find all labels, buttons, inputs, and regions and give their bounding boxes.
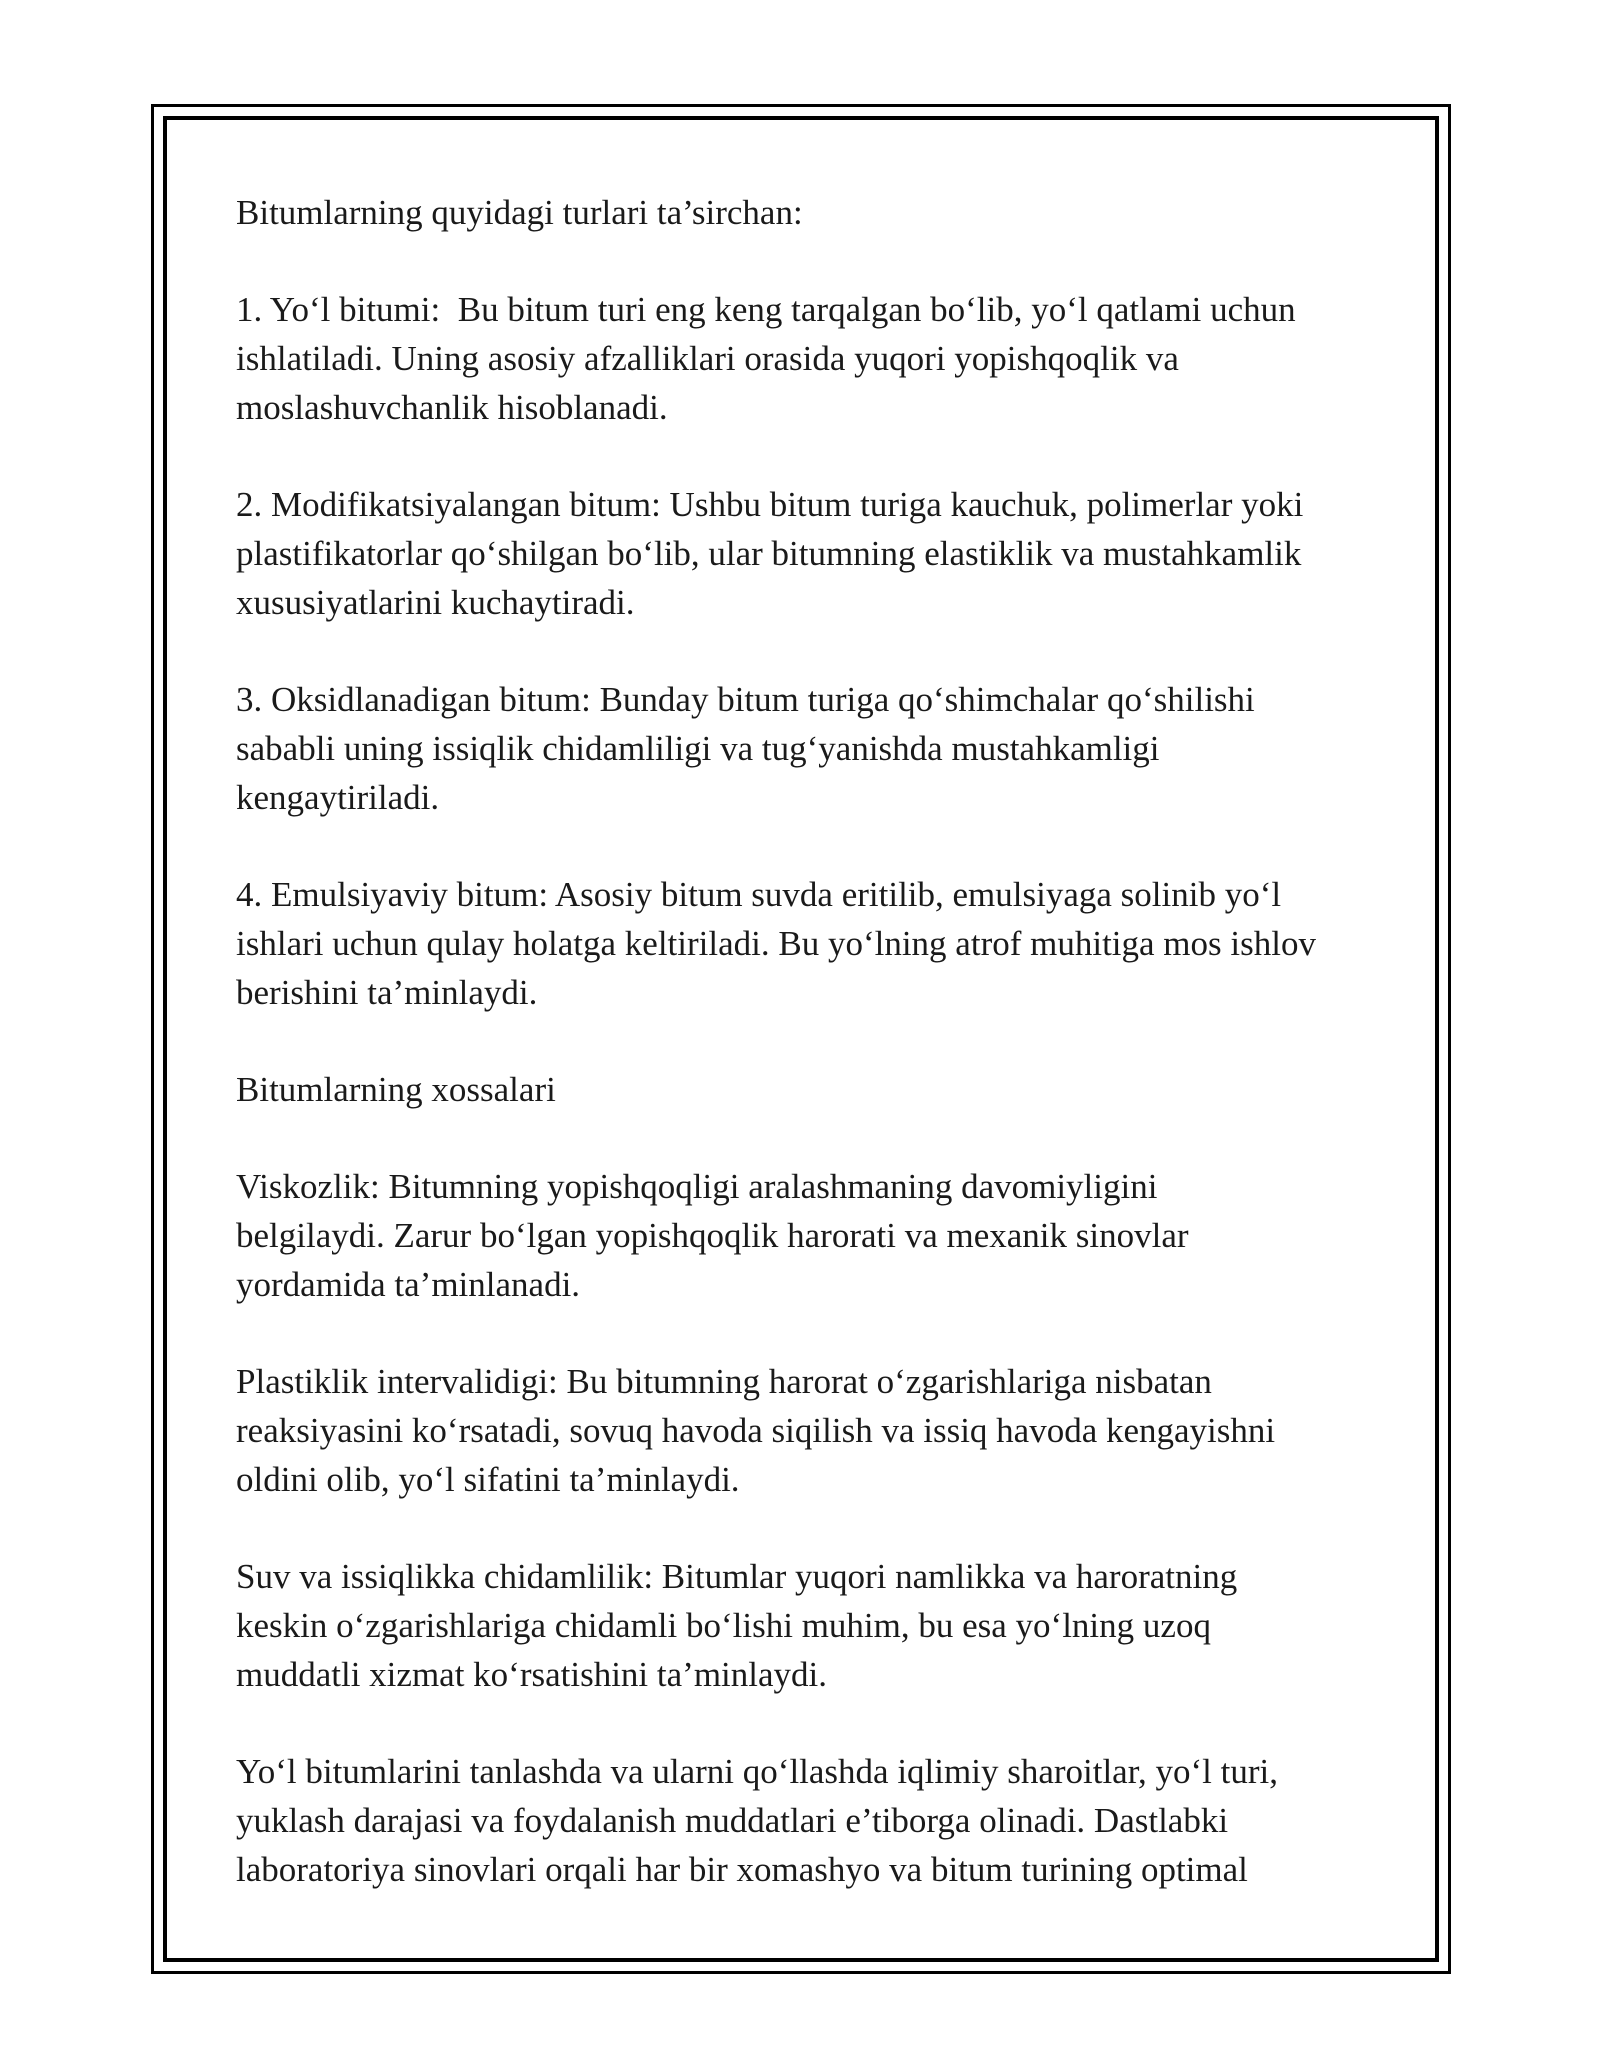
intro-paragraph: Bitumlarning quyidagi turlari ta’sirchan: (236, 193, 803, 232)
text-line: kengaytiriladi. (236, 778, 440, 817)
text-line: yuklash darajasi va foydalanish muddatlari e’tiborga olinadi. Dastlabki (236, 1801, 1229, 1840)
text-line: sababli uning issiqlik chidamliligi va tug‘yanishda mustahkamligi (236, 729, 1160, 768)
text-line: berishini ta’minlaydi. (236, 973, 538, 1012)
type-paragraph-modified-bitumen (236, 480, 1386, 627)
type-paragraph-oxidized-bitumen (236, 675, 1386, 822)
document-body (236, 188, 1386, 1894)
type-paragraph-emulsion-bitumen (236, 870, 1386, 1017)
property-paragraph-plasticity (236, 1357, 1386, 1504)
text-line: 2. Modifikatsiyalangan bitum: Ushbu bitum turiga kauchuk, polimerlar yoki (236, 485, 1304, 524)
text-line: oldini olib, yo‘l sifatini ta’minlaydi. (236, 1460, 740, 1499)
properties-heading: Bitumlarning xossalari (236, 1070, 556, 1109)
text-line: Suv va issiqlikka chidamlilik: Bitumlar yuqori namlikka va haroratning (236, 1557, 1238, 1596)
conclusion-paragraph (236, 1747, 1386, 1894)
text-line: 3. Oksidlanadigan bitum: Bunday bitum turiga qo‘shimchalar qo‘shilishi (236, 680, 1255, 719)
text-line: Yo‘l bitumlarini tanlashda va ularni qo‘llashda iqlimiy sharoitlar, yo‘l turi, (236, 1752, 1278, 1791)
text-line: 1. Yo‘l bitumi: Bu bitum turi eng keng tarqalgan bo‘lib, yo‘l qatlami uchun (236, 290, 1296, 329)
text-line: belgilaydi. Zarur bo‘lgan yopishqoqlik harorati va mexanik sinovlar (236, 1216, 1189, 1255)
text-line: moslashuvchanlik hisoblanadi. (236, 388, 668, 427)
text-line: keskin o‘zgarishlariga chidamli bo‘lishi muhim, bu esa yo‘lning uzoq (236, 1606, 1211, 1645)
text-line: Viskozlik: Bitumning yopishqoqligi aralashmaning davomiyligini (236, 1167, 1158, 1206)
text-line: muddatli xizmat ko‘rsatishini ta’minlaydi. (236, 1655, 828, 1694)
text-line: ishlatiladi. Uning asosiy afzalliklari orasida yuqori yopishqoqlik va (236, 339, 1179, 378)
type-paragraph-road-bitumen (236, 285, 1386, 432)
text-line: ishlari uchun qulay holatga keltiriladi. Bu yo‘lning atrof muhitiga mos ishlov (236, 924, 1316, 963)
text-line: 4. Emulsiyaviy bitum: Asosiy bitum suvda eritilib, emulsiyaga solinib yo‘l (236, 875, 1282, 914)
text-line: Plastiklik intervalidigi: Bu bitumning harorat o‘zgarishlariga nisbatan (236, 1362, 1212, 1401)
text-line: yordamida ta’minlanadi. (236, 1265, 581, 1304)
property-paragraph-resistance (236, 1552, 1386, 1699)
text-line: reaksiyasini ko‘rsatadi, sovuq havoda siqilish va issiq havoda kengayishni (236, 1411, 1276, 1450)
property-paragraph-viscosity (236, 1162, 1386, 1309)
text-line: laboratoriya sinovlari orqali har bir xomashyo va bitum turining optimal (236, 1850, 1248, 1889)
text-line: xususiyatlarini kuchaytiradi. (236, 583, 635, 622)
text-line: plastifikatorlar qo‘shilgan bo‘lib, ular bitumning elastiklik va mustahkamlik (236, 534, 1302, 573)
